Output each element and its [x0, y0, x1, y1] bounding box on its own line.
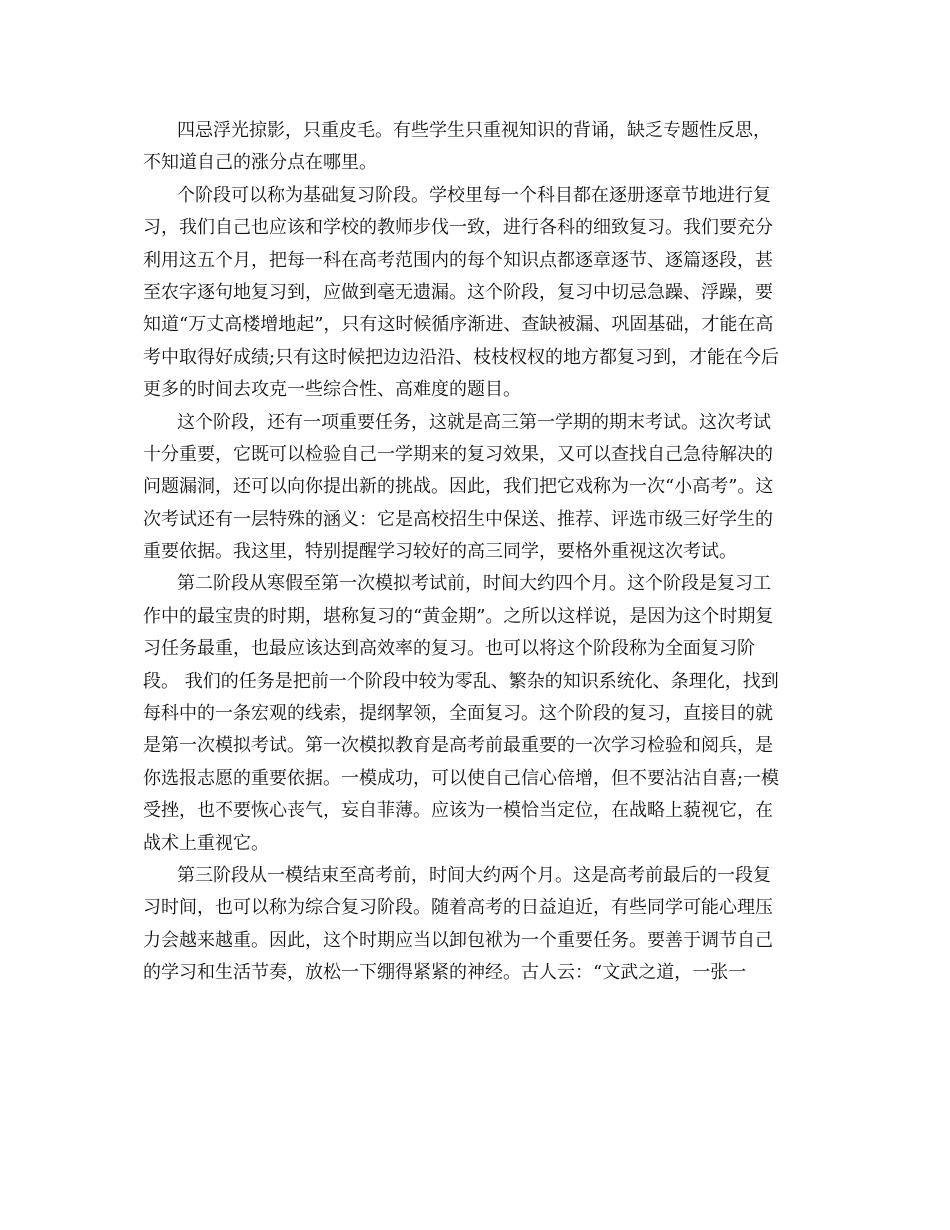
text-line: 你选报志愿的重要依据。一模成功，可以使自己信心倍增，但不要沾沾自喜;一模 — [143, 767, 780, 789]
text-line: 知道“万丈高楼增地起”，只有这时候循序渐进、查缺被漏、巩固基础，才能在高 — [143, 314, 774, 336]
text-line: 个阶段可以称为基础复习阶段。学校里每一个科目都在逐册逐章节地进行复 — [177, 184, 771, 206]
paragraph — [143, 860, 811, 990]
text-line: 至农字逐句地复习到，应做到毫无遗漏。这个阶段，复习中切忌急躁、浮躁，要 — [143, 281, 773, 303]
text-line: 重要依据。我这里，特别提醒学习较好的高三同学，要格外重视这次考试。 — [143, 541, 737, 563]
text-line: 是第一次模拟考试。第一次模拟教育是高考前最重要的一次学习检验和阅兵，是 — [143, 735, 773, 757]
text-line: 第三阶段从一模结束至高考前，时间大约两个月。这是高考前最后的一段复 — [177, 864, 771, 886]
paragraph — [143, 568, 811, 860]
text-line: 四忌浮光掠影，只重皮毛。有些学生只重视知识的背诵，缺乏专题性反思， — [177, 120, 771, 141]
text-line: 考中取得好成绩;只有这时候把边边沿沿、枝枝杈杈的地方都复习到，才能在今后 — [143, 346, 780, 368]
text-line: 次考试还有一层特殊的涵义：它是高校招生中保送、推荐、评选市级三好学生的 — [143, 508, 773, 530]
text-line: 力会越来越重。因此，这个时期应当以卸包袱为一个重要任务。要善于调节自己 — [143, 929, 773, 951]
text-line: 作中的最宝贵的时期，堪称复习的“黄金期”。之所以这样说，是因为这个时期复 — [143, 605, 774, 627]
text-line: 不知道自己的涨分点在哪里。 — [143, 152, 377, 174]
text-line: 的学习和生活节奏，放松一下绷得紧紧的神经。古人云：“文武之道，一张一 — [143, 962, 747, 984]
text-line: 段。 我们的任务是把前一个阶段中较为零乱、繁杂的知识系统化、条理化，找到 — [143, 670, 779, 692]
text-line: 受挫，也不要恢心丧气，妄自菲薄。应该为一模恰当定位，在战略上藐视它，在 — [143, 800, 773, 822]
text-line: 十分重要，它既可以检验自己一学期来的复习效果，又可以查找自己急待解决的 — [143, 443, 773, 465]
paragraph — [143, 115, 811, 180]
document-body — [143, 115, 811, 990]
text-line: 更多的时间去攻克一些综合性、高难度的题目。 — [143, 379, 521, 401]
text-line: 这个阶段，还有一项重要任务，这就是高三第一学期的期末考试。这次考试 — [177, 411, 771, 433]
text-line: 每科中的一条宏观的线索，提纲挈领，全面复习。这个阶段的复习，直接目的就 — [143, 703, 773, 725]
paragraph — [143, 180, 811, 407]
text-line: 利用这五个月，把每一科在高考范围内的每个知识点都逐章逐节、逐篇逐段，甚 — [143, 249, 773, 271]
text-line: 第二阶段从寒假至第一次模拟考试前，时间大约四个月。这个阶段是复习工 — [177, 573, 771, 595]
text-line: 习任务最重，也最应该达到高效率的复习。也可以将这个阶段称为全面复习阶 — [143, 638, 755, 660]
paragraph — [143, 407, 811, 569]
text-line: 问题漏洞，还可以向你提出新的挑战。因此，我们把它戏称为一次“小高考”。这 — [143, 476, 774, 498]
text-line: 习，我们自己也应该和学校的教师步伐一致，进行各科的细致复习。我们要充分 — [143, 217, 773, 239]
text-line: 战术上重视它。 — [143, 832, 269, 854]
text-line: 习时间，也可以称为综合复习阶段。随着高考的日益迫近，有些同学可能心理压 — [143, 897, 773, 919]
